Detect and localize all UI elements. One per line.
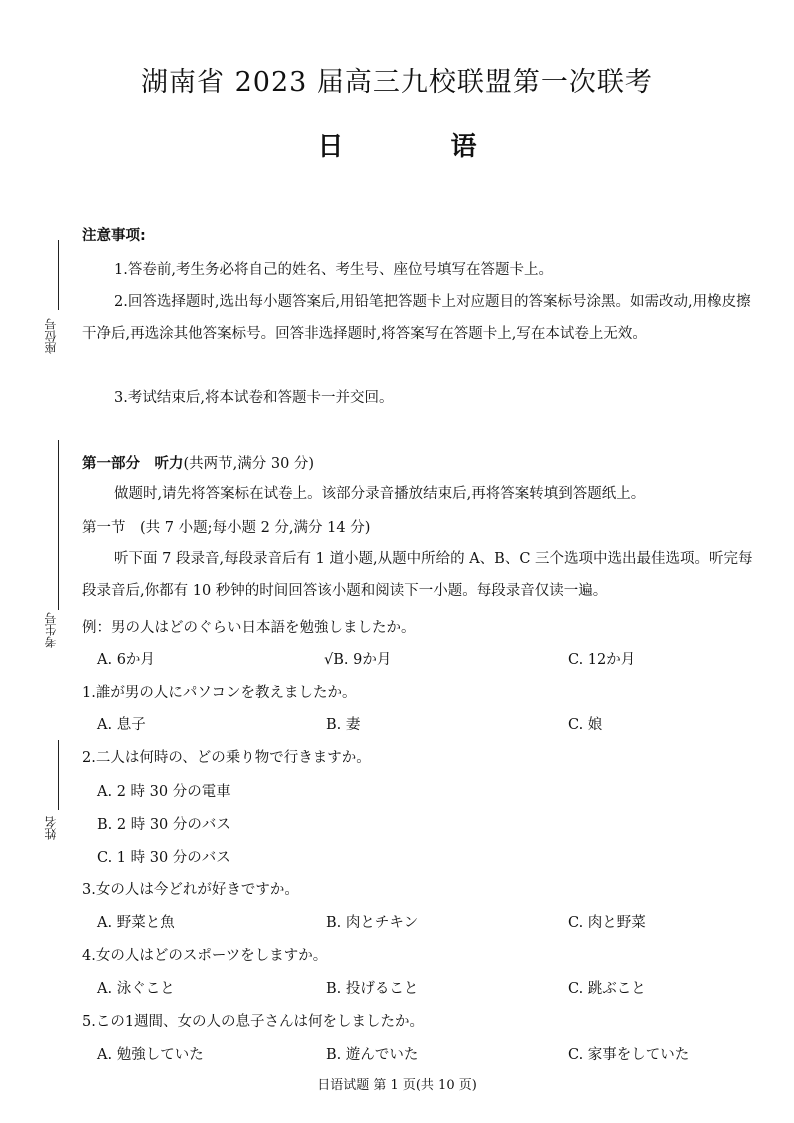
name-label: 姓名 bbox=[44, 816, 58, 840]
q2-option-c: C. 1 時 30 分のバス bbox=[97, 850, 231, 866]
part1-heading bbox=[82, 454, 314, 474]
subject-title bbox=[0, 126, 794, 163]
example-option-c: C. 12か月 bbox=[568, 652, 636, 668]
notice-heading: 注意事项: bbox=[82, 228, 146, 244]
part1-instruction: 做题时,请先将答案标在试卷上。该部分录音播放结束后,再将答案转填到答题纸上。 bbox=[114, 486, 646, 502]
section1-heading: 第一节 (共 7 小题;每小题 2 分,满分 14 分) bbox=[82, 520, 371, 536]
exam-title: 湖南省 2023 届高三九校联盟第一次联考 bbox=[141, 67, 653, 98]
q5-option-b: B. 遊んでいた bbox=[326, 1047, 419, 1063]
section1-instruction: 听下面 7 段录音,每段录音后有 1 道小题,从题中所给的 A、B、C 三个选项中选出最佳选项。听完每段录音后,你都有 10 秒钟的时间回答该小题和阅读下一小题。每段录音仅读一遍。 bbox=[82, 551, 753, 599]
seat-line bbox=[58, 240, 59, 310]
q1-option-a: A. 息子 bbox=[97, 717, 146, 733]
q4-option-c: C. 跳ぶこと bbox=[568, 981, 646, 997]
q1-question: 1.誰が男の人にパソコンを教えましたか。 bbox=[82, 685, 357, 701]
notice-item-1: 1.答卷前,考生务必将自己的姓名、考生号、座位号填写在答题卡上。 bbox=[114, 262, 553, 278]
q5-option-c: C. 家事をしていた bbox=[568, 1047, 690, 1063]
page-footer: 日语试题 第 1 页(共 10 页) bbox=[317, 1078, 477, 1093]
notice-item-2: 2.回答选择题时,选出每小题答案后,用铅笔把答题卡上对应题目的答案标号涂黑。如需改动,用橡皮擦干净后,再选涂其他答案标号。回答非选择题时,将答案写在答题卡上,写在本试卷上无效。 bbox=[82, 294, 751, 342]
q3-option-c: C. 肉と野菜 bbox=[568, 915, 646, 931]
q1-option-b: B. 妻 bbox=[326, 717, 361, 733]
example-option-b: √B. 9か月 bbox=[324, 652, 392, 668]
q2-question: 2.二人は何時の、どの乗り物で行きますか。 bbox=[82, 750, 371, 766]
seat-label: 座位号 bbox=[44, 318, 58, 354]
q1-option-c: C. 娘 bbox=[568, 717, 603, 733]
subject-char-1: 日 bbox=[317, 132, 344, 162]
q2-option-a: A. 2 時 30 分の電車 bbox=[97, 784, 231, 800]
q5-option-a: A. 勉強していた bbox=[97, 1047, 204, 1063]
q3-question: 3.女の人は今どれが好きですか。 bbox=[82, 882, 299, 898]
notice-item-3: 3.考试结束后,将本试卷和答题卡一并交回。 bbox=[114, 390, 394, 406]
exam-no-line bbox=[58, 440, 59, 610]
part1-heading-bold: 第一部分 听力 bbox=[82, 456, 184, 472]
q4-question: 4.女の人はどのスポーツをしますか。 bbox=[82, 948, 328, 964]
q3-option-a: A. 野菜と魚 bbox=[97, 915, 175, 931]
q4-option-b: B. 投げること bbox=[326, 981, 419, 997]
exam-no-label: 考生号 bbox=[44, 612, 58, 648]
q3-option-b: B. 肉とチキン bbox=[326, 915, 419, 931]
q2-option-b: B. 2 時 30 分のバス bbox=[97, 817, 231, 833]
subject-char-2: 语 bbox=[450, 132, 477, 162]
q4-option-a: A. 泳ぐこと bbox=[97, 981, 175, 997]
part1-heading-rest: (共两节,满分 30 分) bbox=[183, 456, 315, 472]
name-line bbox=[58, 740, 59, 810]
example-option-a: A. 6か月 bbox=[97, 652, 155, 668]
example-question: 例：男の人はどのぐらい日本語を勉強しましたか。 bbox=[82, 620, 416, 636]
q5-question: 5.この1週間、女の人の息子さんは何をしましたか。 bbox=[82, 1014, 425, 1030]
